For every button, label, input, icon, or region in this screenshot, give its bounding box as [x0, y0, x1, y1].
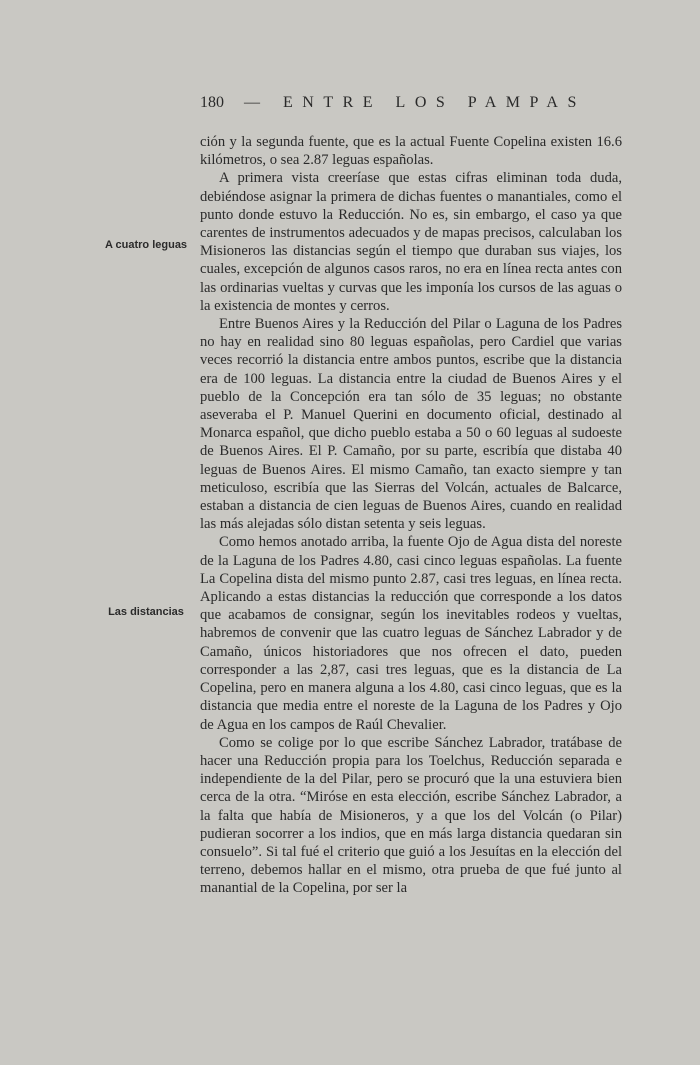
- paragraph-5: Como se colige por lo que escribe Sánchez Labrador, tratábase de hacer una Reducción propia para los Toelchus, Reducción separada e independiente de la del Pilar, pero se procuró que la una estuviera bien cerca de la otra. “Miróse en esta elección, escribe Sánchez Labrador, a la falta que había de Misioneros, y a que los del Volcán (o Pilar) pudieran socorrer a los indios, que en más larga distancia quedaran sin consuelo”. Si tal fué el criterio que guió a los Jesuítas en la elección del terreno, debemos hallar en el mismo, otra prueba de que fué junto al manantial de la Copelina, por ser la: [200, 734, 622, 897]
- running-title: — ENTRE LOS PAMPAS: [244, 94, 586, 111]
- running-header: [200, 94, 630, 112]
- body-text: [200, 133, 622, 898]
- paragraph-3: Entre Buenos Aires y la Reducción del Pilar o Laguna de los Padres no hay en realidad sino 80 leguas españolas, pero Cardiel que varias veces recorrió la distancia entre ambos puntos, escribe que la distancia era de 100 leguas. La distancia entre la ciudad de Buenos Aires y el pueblo de la Concepción era tan sólo de 35 leguas; no obstante aseveraba el P. Manuel Querini en documento oficial, destinado al Monarca español, que dicho pueblo estaba a 50 o 60 leguas al sudoeste de Buenos Aires. El P. Camaño, por su parte, escribía que distaba 40 leguas de Buenos Aires. El mismo Camaño, tan exacto siempre y tan meticuloso, escribía que las Sierras del Volcán, actuales de Balcarce, estaban a distancia de cien leguas de Buenos Aires, cuando en realidad las más alejadas sólo distan setenta y seis leguas.: [200, 316, 622, 533]
- margin-note-cuatro-leguas: A cuatro leguas: [104, 239, 188, 251]
- page-number: 180: [200, 94, 224, 111]
- paragraph-4: Como hemos anotado arriba, la fuente Ojo de Agua dista del noreste de la Laguna de los Padres 4.80, casi cinco leguas españolas. La fuente La Copelina dista del mismo punto 2.87, casi tres leguas, en línea recta. Aplicando a estas distancias la reducción que corresponde a los datos que acabamos de consignar, según los inevitables rodeos y vueltas, habremos de convenir que las cuatro leguas de Sánchez Labrador y de Camaño, únicos historiadores que nos ofrecen el dato, pueden corresponder a las 2,87, casi tres leguas, que es la distancia de La Copelina, pero en manera alguna a los 4.80, casi cinco leguas, que es la distancia que media entre el noreste de la Laguna de los Padres y Ojo de Agua en los campos de Raúl Chevalier.: [200, 534, 622, 733]
- paragraph-1: ción y la segunda fuente, que es la actual Fuente Copelina existen 16.6 kilómetros, o sea 2.87 leguas españolas.: [200, 134, 622, 169]
- margin-note-distancias: Las distancias: [108, 606, 184, 618]
- paragraph-2: A primera vista creeríase que estas cifras eliminan toda duda, debiéndose asignar la primera de dichas fuentes o manantiales, como el punto donde estuvo la Reducción. No es, sin embargo, el caso ya que carentes de instrumentos adecuados y de mapas precisos, calculaban los Misioneros las distancias según el tiempo que duraban sus viajes, los cuales, excepción de algunos casos raros, no era en línea recta antes con las ordinarias vueltas y curvas que les imponía los cursos de las aguas o la existencia de montes y cerros.: [200, 170, 622, 314]
